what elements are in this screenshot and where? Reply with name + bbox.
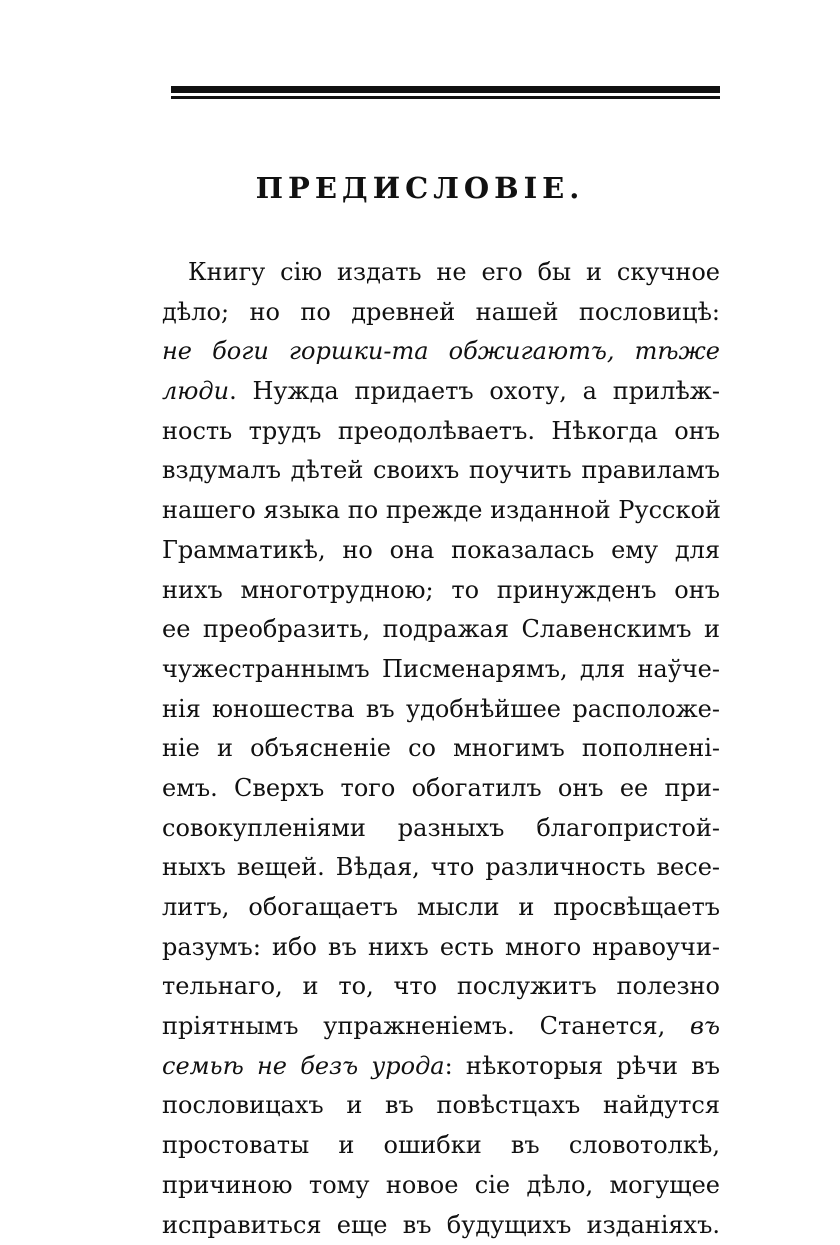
text-line (162, 848, 720, 888)
italic-segment: люди (162, 377, 229, 405)
text-segment: пріятнымъ упражненіемъ. Станется, (162, 1012, 690, 1040)
text-line (162, 769, 720, 809)
text-line (162, 372, 720, 412)
text-line (162, 690, 720, 730)
text-segment: чужестраннымъ Писменарямъ, для наўче- (162, 655, 720, 683)
text-line (162, 809, 720, 849)
text-segment: нія юношества въ удобнѣйшее расположе- (162, 695, 720, 723)
text-line (162, 571, 720, 611)
italic-segment: не боги горшки-та обжигаютъ, тѣже (162, 337, 720, 365)
text-segment: ее преобразить, подражая Славенскимъ и (162, 615, 720, 643)
text-line (162, 729, 720, 769)
italic-segment: въ (690, 1012, 720, 1040)
body-text (162, 253, 720, 1245)
text-segment: Грамматикѣ, но она показалась ему для (162, 536, 720, 564)
text-line (162, 412, 720, 452)
text-line (162, 1086, 720, 1126)
text-line (162, 451, 720, 491)
text-segment: емъ. Сверхъ того обогатилъ онъ ее при- (162, 774, 720, 802)
text-line (162, 1126, 720, 1166)
text-segment: нихъ многотрудною; то принужденъ онъ (162, 576, 720, 604)
text-line (162, 1047, 720, 1087)
text-line (162, 1007, 720, 1047)
text-segment: вздумалъ дѣтей своихъ поучить правиламъ (162, 456, 720, 484)
text-segment: совокупленіями разныхъ благопристой- (162, 814, 720, 842)
text-line (162, 928, 720, 968)
text-segment: разумъ: ибо въ нихъ есть много нравоучи- (162, 933, 720, 961)
text-segment: простоваты и ошибки въ словотолкѣ, (162, 1131, 720, 1159)
header-rule-thick (171, 86, 720, 93)
text-segment: нашего языка по прежде изданной Русской (162, 496, 721, 524)
text-segment: причиною тому новое сіе дѣло, могущее (162, 1171, 720, 1199)
text-line (162, 293, 720, 333)
text-segment: . Нужда придаетъ охоту, а прилѣж- (229, 377, 720, 405)
text-segment: Книгу сію издать не его бы и скучное (188, 258, 720, 286)
text-segment: дѣло; но по древней нашей пословицѣ: (162, 298, 720, 326)
text-segment: литъ, обогащаетъ мысли и просвѣщаетъ (162, 893, 720, 921)
text-line (162, 888, 720, 928)
text-line (162, 332, 720, 372)
text-line (162, 491, 720, 531)
text-line (162, 531, 720, 571)
text-segment: тельнаго, и то, что послужитъ полезно (162, 972, 720, 1000)
text-segment: пословицахъ и въ повѣстцахъ найдутся (162, 1091, 720, 1119)
italic-segment: семьѣ не безъ урода (162, 1052, 445, 1080)
header-rule-thin (171, 96, 720, 99)
text-line (162, 967, 720, 1007)
text-line (162, 1206, 720, 1245)
text-segment: ныхъ вещей. Вѣдая, что различность весе- (162, 853, 720, 881)
text-line (162, 253, 720, 293)
text-line (162, 650, 720, 690)
text-line (162, 1166, 720, 1206)
text-segment: ность трудъ преодолѣваетъ. Нѣкогда онъ (162, 417, 720, 445)
text-line (162, 610, 720, 650)
page-title: ПРЕДИСЛОВІЕ. (0, 170, 840, 206)
text-segment: исправиться еще въ будущихъ изданіяхъ. (162, 1211, 720, 1239)
text-segment: : нѣкоторыя рѣчи въ (445, 1052, 720, 1080)
text-segment: ніе и объясненіе со многимъ пополнені- (162, 734, 720, 762)
